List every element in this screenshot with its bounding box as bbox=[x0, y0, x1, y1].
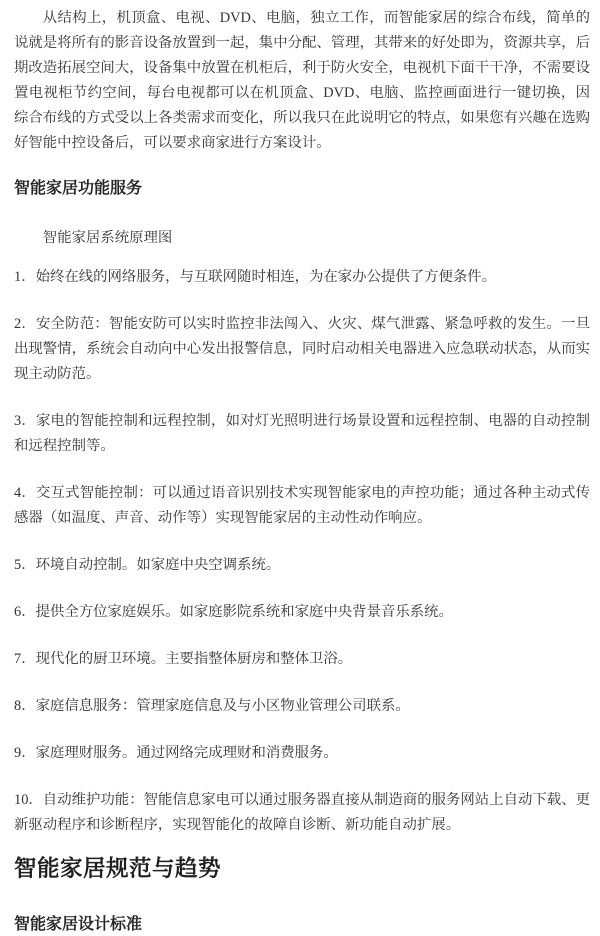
list-item-7: 7．现代化的厨卫环境。主要指整体厨房和整体卫浴。 bbox=[14, 651, 353, 667]
list-item-3: 3．家电的智能控制和远程控制，如对灯光照明进行场景设置和远程控制、电器的自动控制和远程控制等。 bbox=[14, 413, 590, 454]
subsection-heading-design-standard: 智能家居设计标准 bbox=[14, 916, 143, 933]
section-heading-trends: 智能家居规范与趋势 bbox=[14, 856, 222, 881]
list-item-2: 2．安全防范：智能安防可以实时监控非法闯入、火灾、煤气泄露、紧急呼救的发生。一旦出现警情，系统会自动向中心发出报警信息，同时启动相关电器进入应急联动状态，从而实现主动防范。 bbox=[14, 316, 590, 382]
list-item-10: 10．自动维护功能：智能信息家电可以通过服务器直接从制造商的服务网站上自动下载、更新驱动程序和诊断程序，实现智能化的故障自诊断、新功能自动扩展。 bbox=[14, 792, 590, 833]
list-item-1: 1．始终在线的网络服务，与互联网随时相连，为在家办公提供了方便条件。 bbox=[14, 269, 497, 285]
diagram-caption: 智能家居系统原理图 bbox=[42, 230, 173, 246]
intro-paragraph: 从结构上，机顶盒、电视、DVD、电脑，独立工作，而智能家居的综合布线，简单的说就是将所有的影音设备放置到一起，集中分配、管理，其带来的好处即为，资源共享，后期改造拓展空间大，设备集中放置在机柜后，利于防火安全，电视机下面干干净，不需要设置电视柜节约空间，每台电视都可以在机顶盒、DVD、电脑、监控画面进行一键切换，因综合布线的方式受以上各类需求而变化，所以我只在此说明它的特点，如果您有兴趣在选购好智能中控设备后，可以要求商家进行方案设计。 bbox=[14, 10, 590, 151]
list-item-6: 6．提供全方位家庭娱乐。如家庭影院系统和家庭中央背景音乐系统。 bbox=[14, 604, 453, 620]
section-heading-functions: 智能家居功能服务 bbox=[14, 180, 143, 197]
list-item-4: 4．交互式智能控制：可以通过语音识别技术实现智能家电的声控功能；通过各种主动式传感器（如温度、声音、动作等）实现智能家居的主动性动作响应。 bbox=[14, 485, 590, 526]
list-item-8: 8．家庭信息服务：管理家庭信息及与小区物业管理公司联系。 bbox=[14, 698, 410, 714]
list-item-5: 5．环境自动控制。如家庭中央空调系统。 bbox=[14, 557, 281, 573]
list-item-9: 9．家庭理财服务。通过网络完成理财和消费服务。 bbox=[14, 745, 338, 761]
